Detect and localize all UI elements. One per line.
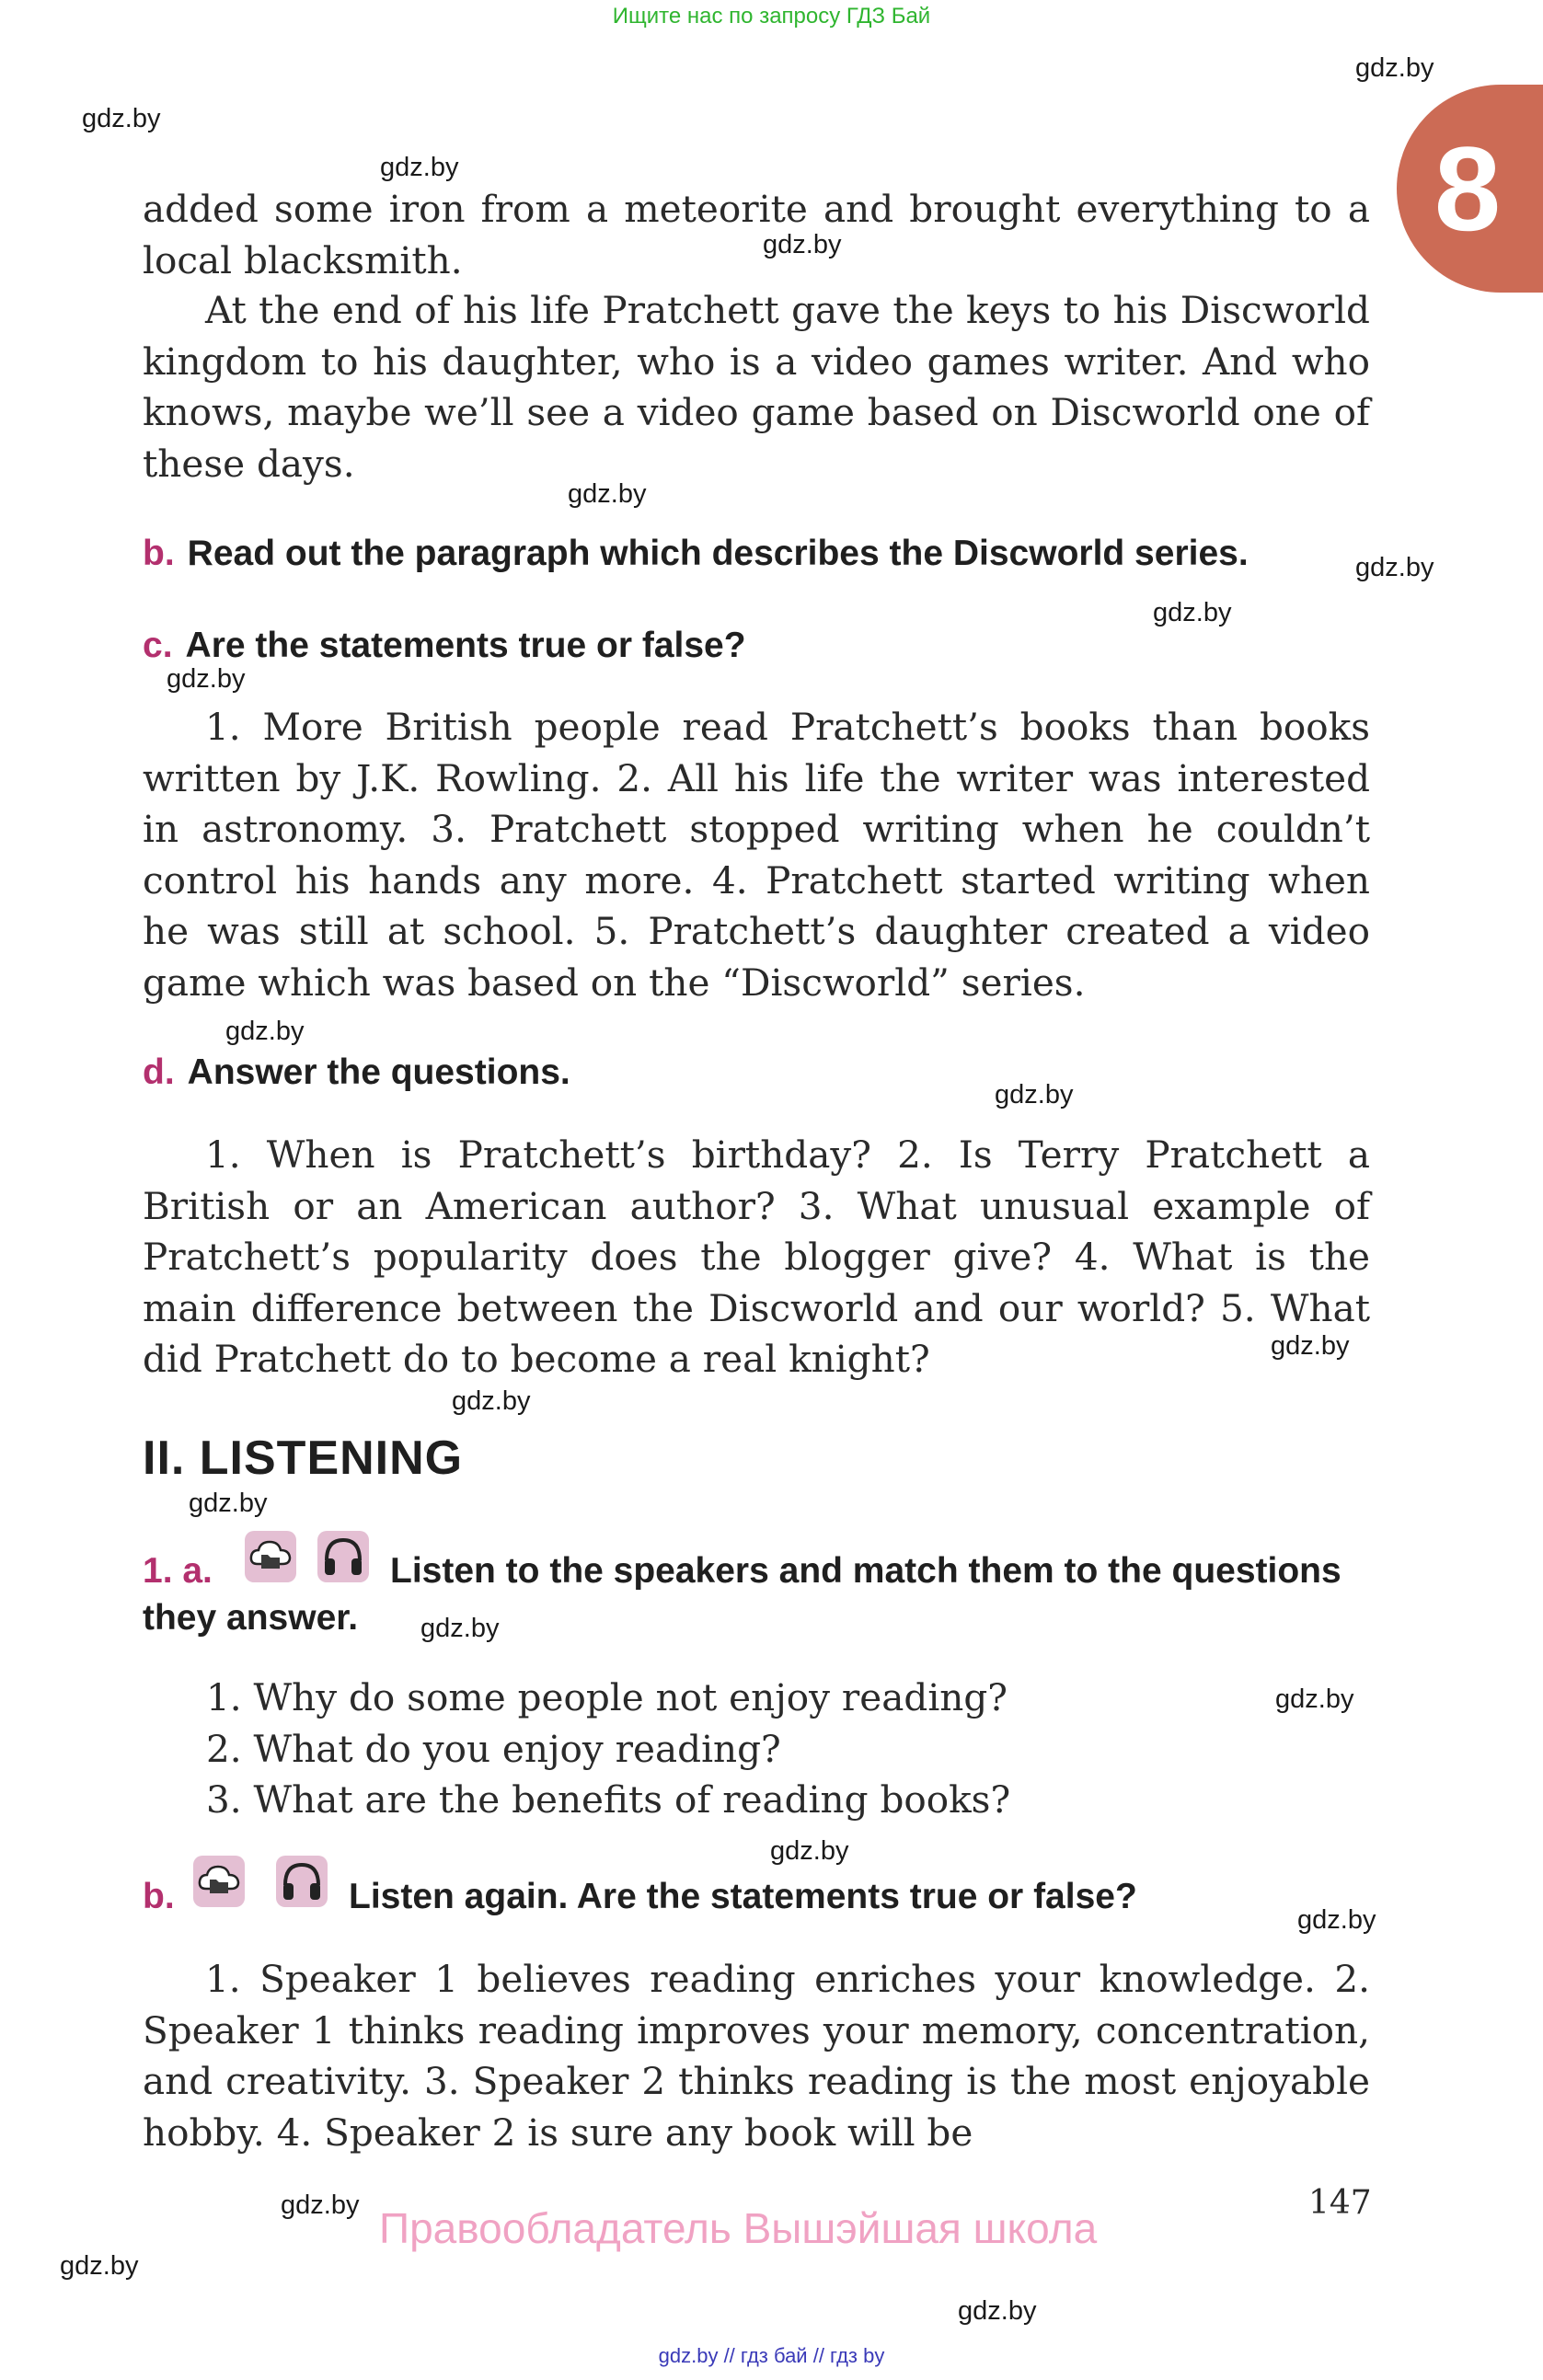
task-instruction: Read out the paragraph which describes the Discworld series. bbox=[187, 534, 1249, 573]
task-letter: b. bbox=[143, 534, 175, 573]
watermark: gdz.by bbox=[1297, 1905, 1376, 1935]
watermark: gdz.by bbox=[281, 2190, 360, 2220]
watermark: gdz.by bbox=[1355, 53, 1434, 83]
copyright-notice: Правообладатель Вышэйшая школа bbox=[379, 2204, 1098, 2252]
chapter-number: 8 bbox=[1434, 121, 1502, 256]
questions-text: 1. When is Pratchett’s birthday? 2. Is Terry Pratchett a British or an American author? 3. What unusual example of Pratchett’s popularity does the blogger give? 4. What is the main difference between the Discworld and our world? 5. What did Pratchett do to become a real knight? bbox=[143, 1133, 1370, 1381]
task-d bbox=[143, 1049, 1376, 1097]
statements-text: 1. More British people read Pratchett’s books than books written by J.K. Rowling. 2. All his life the writer was interested in astronomy. 3. Pratchett stopped writing when he couldn’t control his hands any more. 4. Pratchett started writing when he was still at school. 5. Pratchett’s daughter created a video game which was based on the “Discworld” series. bbox=[143, 705, 1370, 1005]
watermark: gdz.by bbox=[1153, 598, 1232, 627]
watermark: gdz.by bbox=[958, 2296, 1037, 2326]
paragraph-text: added some iron from a meteorite and brought everything to a local blacksmith. bbox=[143, 187, 1370, 282]
paragraph-text: At the end of his life Pratchett gave the keys to his Discworld kingdom to his daughter, who is a video games writer. And who knows, maybe we’ll see a video game based on Discworld one of these days. bbox=[143, 288, 1370, 486]
watermark: gdz.by bbox=[380, 153, 459, 182]
watermark: gdz.by bbox=[189, 1489, 268, 1518]
headphones-icon[interactable] bbox=[276, 1856, 328, 1907]
cloud-folder-icon[interactable] bbox=[193, 1856, 245, 1907]
task-letter: b. bbox=[143, 1877, 175, 1916]
cloud-folder-icon[interactable] bbox=[245, 1531, 296, 1582]
task-c bbox=[143, 622, 1376, 670]
task-instruction: Listen again. Are the statements true or false? bbox=[349, 1877, 1137, 1916]
watermark: gdz.by bbox=[60, 2251, 139, 2281]
watermark: gdz.by bbox=[763, 230, 842, 259]
watermark: gdz.by bbox=[452, 1386, 531, 1416]
watermark: gdz.by bbox=[770, 1836, 849, 1866]
watermark: gdz.by bbox=[420, 1614, 500, 1643]
footer-links[interactable]: gdz.by // гдз бай // гдз by bbox=[658, 2344, 885, 2367]
page-number: 147 bbox=[1308, 2184, 1372, 2222]
watermark: gdz.by bbox=[225, 1017, 305, 1046]
task-letter: c. bbox=[143, 626, 173, 665]
task-number: 1. a. bbox=[143, 1551, 213, 1591]
list-item: 2. What do you enjoy reading? bbox=[206, 1726, 781, 1771]
watermark: gdz.by bbox=[1271, 1331, 1350, 1361]
task-letter: d. bbox=[143, 1052, 175, 1092]
task-instruction: they answer. bbox=[143, 1598, 359, 1638]
headphones-icon[interactable] bbox=[317, 1531, 369, 1582]
task-instruction: Listen to the speakers and match them to the questions bbox=[390, 1551, 1341, 1591]
task-instruction: Are the statements true or false? bbox=[185, 626, 746, 665]
list-item: 1. Why do some people not enjoy reading? bbox=[206, 1675, 1008, 1719]
task-instruction: Answer the questions. bbox=[187, 1052, 570, 1092]
watermark: gdz.by bbox=[82, 104, 161, 133]
watermark: gdz.by bbox=[568, 479, 647, 509]
watermark: gdz.by bbox=[1355, 553, 1434, 582]
top-banner[interactable]: Ищите нас по запросу ГДЗ Бай bbox=[612, 4, 931, 29]
task-b bbox=[143, 530, 1376, 578]
watermark: gdz.by bbox=[1275, 1684, 1354, 1714]
list-item: 3. What are the benefits of reading books? bbox=[206, 1777, 1011, 1822]
watermark: gdz.by bbox=[995, 1080, 1074, 1110]
statements-text: 1. Speaker 1 believes reading enriches your knowledge. 2. Speaker 1 thinks reading improves your memory, concentration, and creativity. 3. Speaker 2 thinks reading is the most enjoyable hobby. 4. Speaker 2 is sure any book will be bbox=[143, 1957, 1370, 2155]
section-title: II. LISTENING bbox=[143, 1431, 464, 1485]
watermark: gdz.by bbox=[167, 664, 246, 694]
listening-questions-list bbox=[206, 1673, 1010, 1826]
